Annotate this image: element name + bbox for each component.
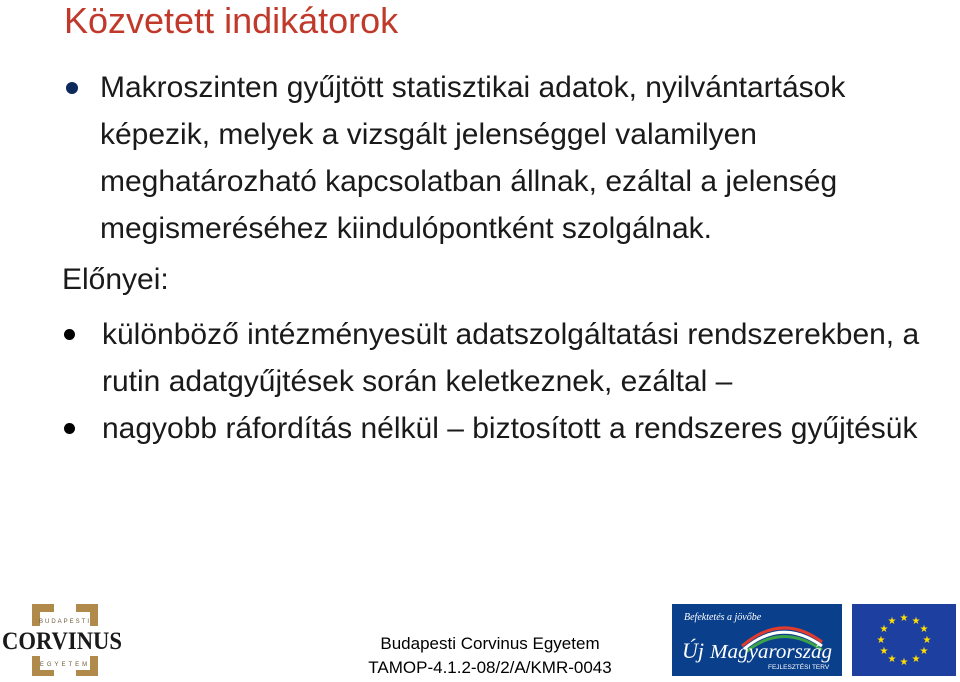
advantage-bullet-text: nagyobb ráfordítás nélkül – biztosított a rendszeres gyűjtésük: [102, 412, 918, 445]
slide-content: [62, 64, 942, 452]
footer-text: [340, 632, 640, 680]
bullet-dot-icon: [64, 329, 75, 340]
advantages-label: Előnyei:: [62, 263, 169, 296]
svg-text:★: ★: [899, 613, 909, 624]
corvinus-name-text: CORVINUS: [2, 628, 122, 655]
corvinus-top-text: BUDAPESTI: [38, 619, 92, 625]
magyar-sub: FEJLESZTÉSI TERV: [768, 664, 830, 671]
magyar-tagline: Befektetés a jövőbe: [684, 612, 762, 623]
svg-text:★: ★: [911, 616, 921, 627]
corvinus-bottom-text: EGYETEM: [39, 662, 91, 668]
svg-text:★: ★: [899, 657, 909, 668]
magyar-name-1: Új: [682, 638, 704, 663]
intro-bullet-text: Makroszinten gyűjtött statisztikai adatok, nyilvántartások képezik, melyek a vizsgált jelenséggel valamilyen meghatározható kapcsolatban állnak, ezáltal a jelenség megismeréséhez kiindulópontként szolgálnak.: [100, 71, 846, 245]
svg-text:★: ★: [879, 646, 889, 657]
advantage-bullet-2: [62, 405, 942, 452]
bullet-dot-icon: [64, 423, 75, 434]
svg-text:★: ★: [876, 635, 886, 646]
corvinus-logo: [0, 602, 130, 680]
advantage-bullet-1: [62, 311, 942, 405]
bullet-dot-icon: [66, 82, 78, 94]
svg-text:★: ★: [919, 624, 929, 635]
magyar-name-2: Magyarország: [708, 641, 832, 663]
svg-text:★: ★: [887, 654, 897, 665]
eu-stars-icon: [852, 604, 956, 676]
project-code: TAMOP-4.1.2-08/2/A/KMR-0043: [368, 658, 612, 677]
eu-flag-logo: [852, 604, 956, 676]
svg-text:★: ★: [887, 616, 897, 627]
svg-text:★: ★: [922, 635, 932, 646]
advantage-bullet-text: különböző intézményesült adatszolgáltatási rendszerekben, a rutin adatgyűjtések során keletkeznek, ezáltal –: [102, 318, 920, 398]
svg-text:★: ★: [911, 654, 921, 665]
svg-text:★: ★: [879, 624, 889, 635]
intro-bullet: [62, 64, 942, 252]
uj-magyarorszag-logo: [672, 604, 842, 676]
university-name: Budapesti Corvinus Egyetem: [380, 634, 600, 653]
svg-text:★: ★: [919, 646, 929, 657]
slide-title: Közvetett indikátorok: [64, 0, 399, 41]
